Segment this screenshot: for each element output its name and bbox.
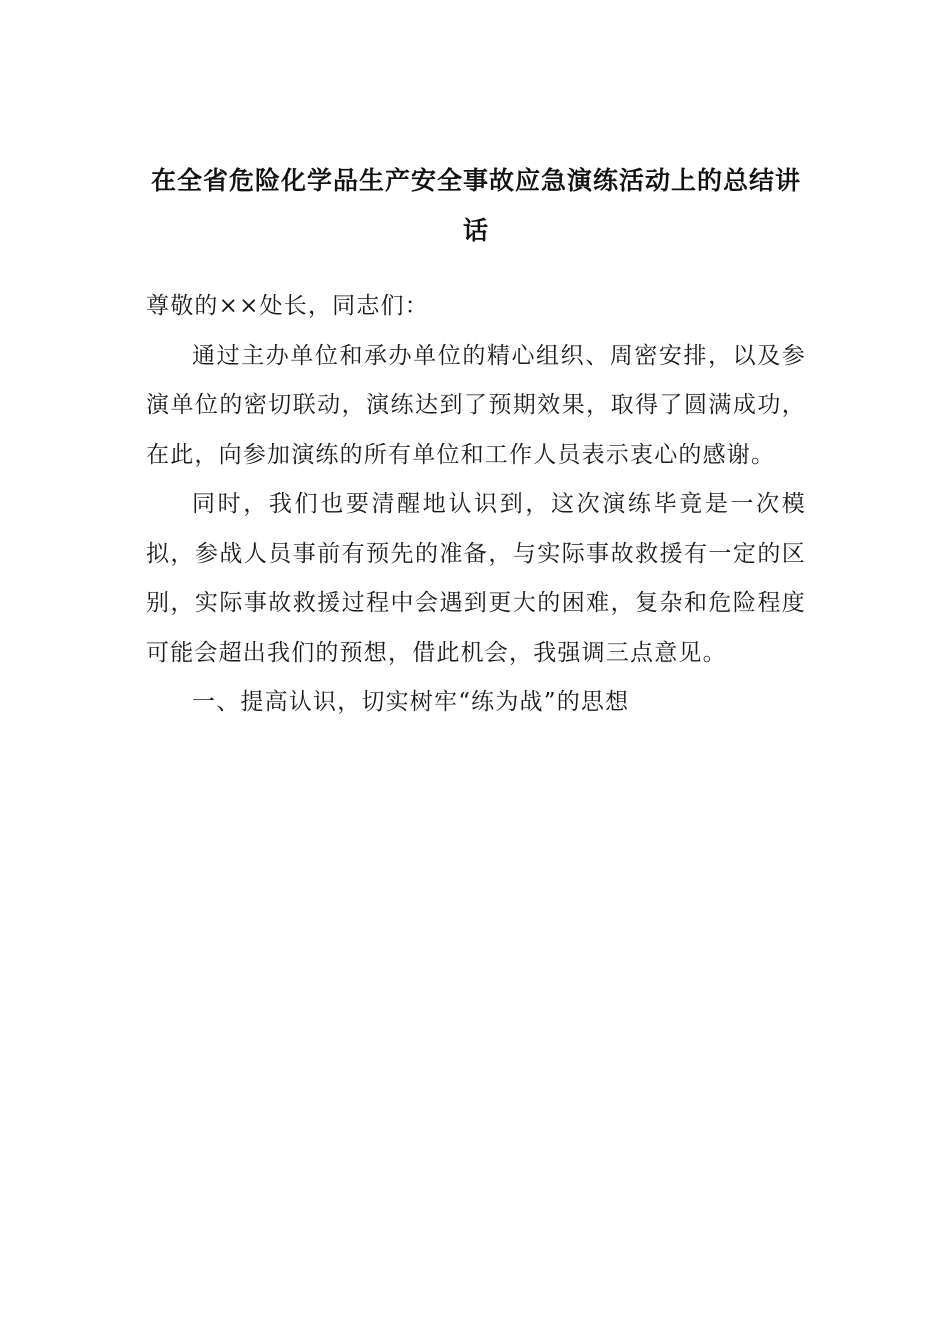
- document-content: [146, 156, 806, 728]
- document-body: [146, 282, 806, 728]
- paragraph-1: 通过主办单位和承办单位的精心组织、周密安排，以及参演单位的密切联动，演练达到了预期效果，取得了圆满成功，在此，向参加演练的所有单位和工作人员表示衷心的感谢。: [146, 342, 806, 468]
- section-heading: 一、提高认识，切实树牢“练为战”的思想: [192, 689, 630, 715]
- document-title: 在全省危险化学品生产安全事故应急演练活动上的总结讲话: [150, 166, 801, 245]
- salutation: 尊敬的××处长，同志们：: [146, 293, 429, 319]
- paragraph-2: 同时，我们也要清醒地认识到，这次演练毕竟是一次模拟，参战人员事前有预先的准备，与实际事故救援有一定的区别，实际事故救援过程中会遇到更大的困难，复杂和危险程度可能会超出我们的预想，借此机会，我强调三点意见。: [146, 491, 806, 666]
